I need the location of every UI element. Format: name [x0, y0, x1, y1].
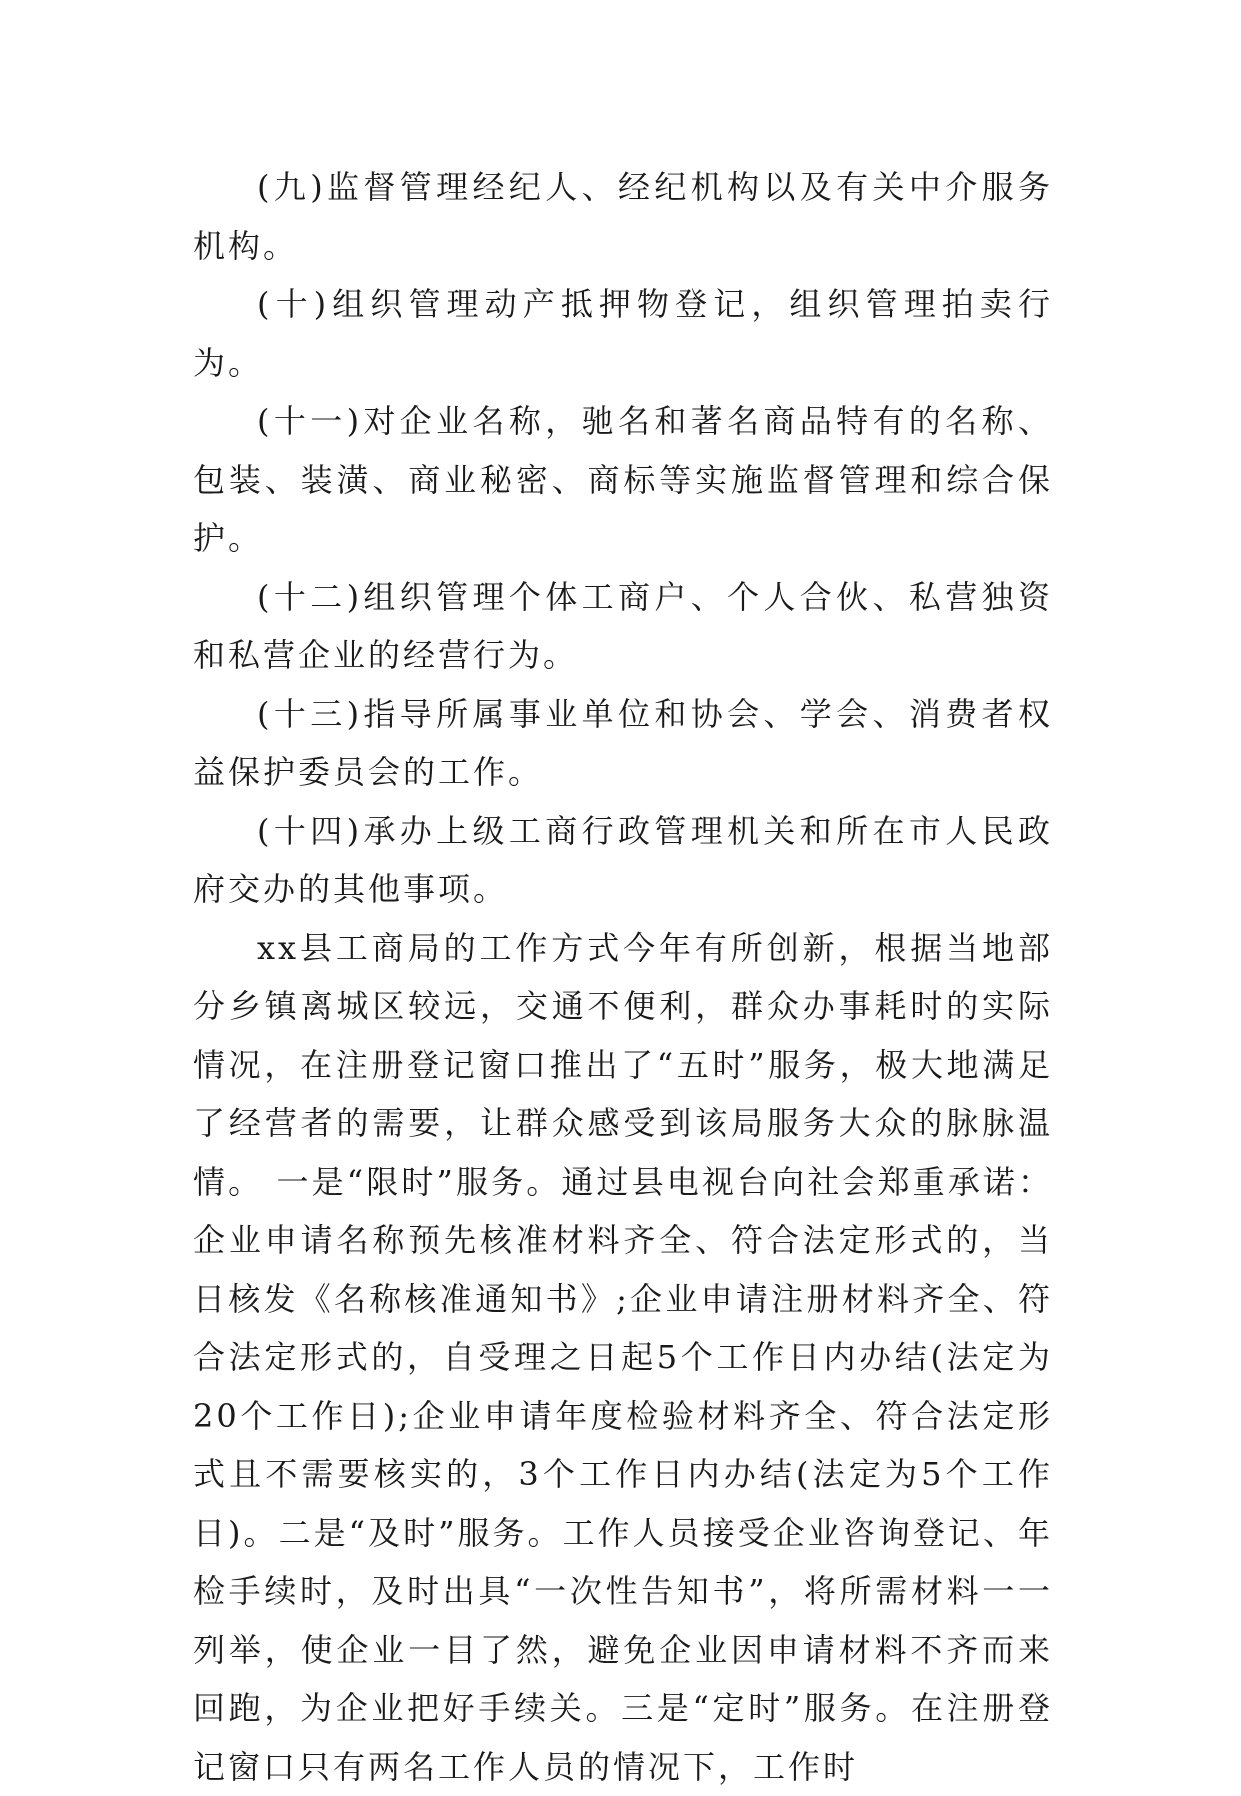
- paragraph-item-12: (十二)组织管理个体工商户、个人合伙、私营独资和私营企业的经营行为。: [193, 568, 1053, 685]
- paragraph-item-10: (十)组织管理动产抵押物登记，组织管理拍卖行为。: [193, 275, 1053, 392]
- paragraph-service-description: xx县工商局的工作方式今年有所创新，根据当地部分乡镇离城区较远，交通不便利，群众办事耗时的实际情况，在注册登记窗口推出了“五时”服务，极大地满足了经营者的需要，让群众感受到该局服务大众的脉脉温情。 一是“限时”服务。通过县电视台向社会郑重承诺：企业申请名称预先核准材料齐全、符合法定形式的，当日核发《名称核准通知书》;企业申请注册材料齐全、符合法定形式的，自受理之日起5个工作日内办结(法定为20个工作日);企业申请年度检验材料齐全、符合法定形式且不需要核实的，3个工作日内办结(法定为5个工作日)。二是“及时”服务。工作人员接受企业咨询登记、年检手续时，及时出具“一次性告知书”，将所需材料一一列举，使企业一目了然，避免企业因申请材料不齐而来回跑，为企业把好手续关。三是“定时”服务。在注册登记窗口只有两名工作人员的情况下，工作时: [193, 919, 1053, 1796]
- paragraph-item-13: (十三)指导所属事业单位和协会、学会、消费者权益保护委员会的工作。: [193, 685, 1053, 802]
- paragraph-item-9: (九)监督管理经纪人、经纪机构以及有关中介服务机构。: [193, 158, 1053, 275]
- paragraph-item-14: (十四)承办上级工商行政管理机关和所在市人民政府交办的其他事项。: [193, 802, 1053, 919]
- document-body: [193, 158, 1053, 1796]
- paragraph-item-11: (十一)对企业名称，驰名和著名商品特有的名称、包装、装潢、商业秘密、商标等实施监督管理和综合保护。: [193, 392, 1053, 568]
